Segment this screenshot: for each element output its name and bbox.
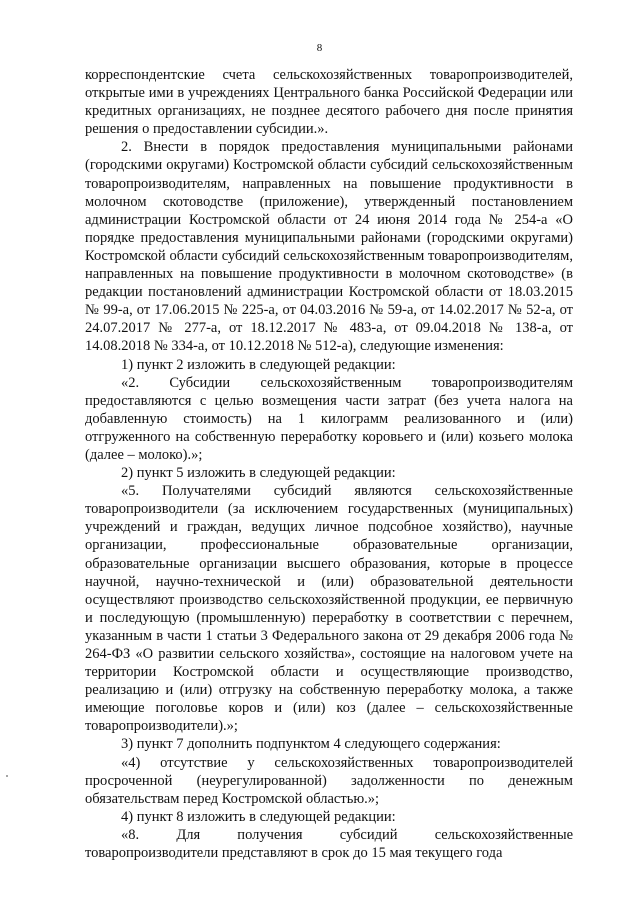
paragraph-continuation: корреспондентские счета сельскохозяйственных товаропроизводителей, открытые ими в учреждениях Центрального банка Российской Федерации или кредитных организациях, не позднее десятого рабочего дня после принятия решения о предоставлении субсидии.». <box>85 67 573 138</box>
paragraph-subitem-1: 1) пункт 2 изложить в следующей редакции: <box>121 356 396 373</box>
scan-speck <box>6 775 8 777</box>
paragraph-subitem-3: 3) пункт 7 дополнить подпунктом 4 следующего содержания: <box>121 736 501 753</box>
paragraph-clause-2: «2. Субсидии сельскохозяйственным товаропроизводителям предоставляются с целью возмещения части затрат (без учета налога на добавленную стоимость) на 1 килограмм реализованного и (или) отгруженного на собственную переработку коровьего и (или) козьего молока (далее – молоко).»; <box>85 374 573 463</box>
page-number: 8 <box>316 42 323 54</box>
paragraph-clause-8: «8. Для получения субсидий сельскохозяйственные товаропроизводители представляют в срок до 15 мая текущего года <box>85 826 573 862</box>
paragraph-item-2: 2. Внести в порядок предоставления муниципальными районами (городскими округами) Костромской области субсидий сельскохозяйственным товаропроизводителям, направленных на повышение продуктивности в молочном скотоводстве (приложение), утвержденный постановлением администрации Костромской области от 24 июня 2014 года № 254-а «О порядке предоставления муниципальными районами (городскими округами) Костромской области субсидий сельскохозяйственным товаропроизводителям, направленных на повышение продуктивности в молочном скотоводстве» (в редакции постановлений администрации Костромской области от 18.03.2015 № 99-а, от 17.06.2015 № 225-а, от 04.03.2016 № 59-а, от 14.02.2017 № 52-а, от 24.07.2017 № 277-а, от 18.12.2017 № 483-а, от 09.04.2018 № 138-а, от 14.08.2018 № 334-а, от 10.12.2018 № 512-а), следующие изменения: <box>85 139 573 355</box>
paragraph-clause-5: «5. Получателями субсидий являются сельскохозяйственные товаропроизводители (за исключением государственных (муниципальных) учреждений и граждан, ведущих личное подсобное хозяйство), научные организации, профессиональные образовательные организации, образовательные организации высшего образования, которые в процессе научной, научно-технической и (или) образовательной деятельности осуществляют производство сельскохозяйственной продукции, ее первичную и последующую (промышленную) переработку в соответствии с перечнем, указанным в части 1 статьи 3 Федерального закона от 29 декабря 2006 года № 264-ФЗ «О развитии сельского хозяйства», состоящие на налоговом учете на территории Костромской области и осуществляющие производство, реализацию и (или) отгрузку на собственную переработку молока, а также имеющие поголовье коров и (или) коз (далее – сельскохозяйственные товаропроизводители).»; <box>85 483 573 735</box>
document-body <box>85 66 573 862</box>
paragraph-subitem-2: 2) пункт 5 изложить в следующей редакции: <box>121 465 396 482</box>
paragraph-clause-7-4: «4) отсутствие у сельскохозяйственных товаропроизводителей просроченной (неурегулированной) задолженности по денежным обязательствам перед Костромской областью.»; <box>85 754 573 807</box>
paragraph-subitem-4: 4) пункт 8 изложить в следующей редакции: <box>121 808 396 825</box>
